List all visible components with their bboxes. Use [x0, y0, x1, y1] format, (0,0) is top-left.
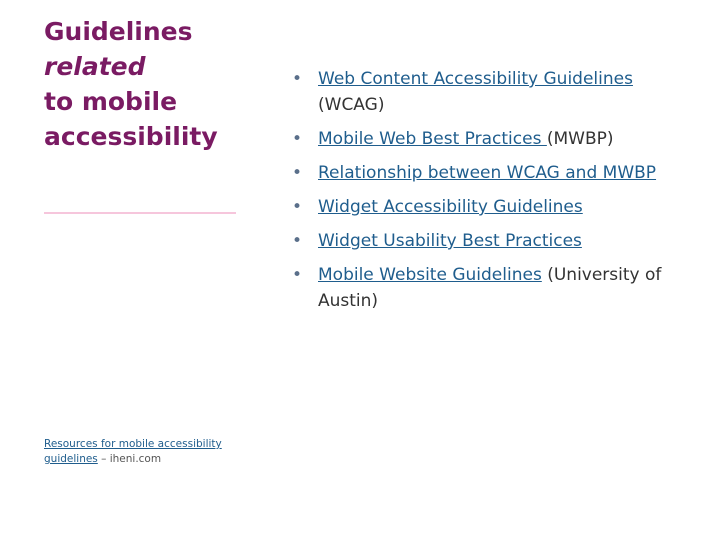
wcag-mwbp-relationship-link[interactable]: Relationship between WCAG and MWBP [318, 163, 657, 183]
mobile-website-suffix: (University of Austin) [318, 265, 662, 311]
footer-note [44, 437, 244, 467]
list-item [292, 66, 702, 118]
title-line-1: Guidelines [44, 17, 193, 46]
guidelines-list [292, 66, 702, 322]
list-item [292, 262, 702, 314]
mwbp-link[interactable]: Mobile Web Best Practices [318, 129, 547, 149]
title-line-3: to mobile [44, 87, 178, 116]
resources-link[interactable]: Resources for mobile accessibility guidelines [44, 438, 222, 465]
list-item [292, 194, 702, 220]
mobile-website-guidelines-link[interactable]: Mobile Website Guidelines [318, 265, 542, 285]
bullet-icon: • [292, 265, 303, 285]
widget-accessibility-link[interactable]: Widget Accessibility Guidelines [318, 197, 583, 217]
bullet-icon: • [292, 197, 303, 217]
bullet-icon: • [292, 163, 303, 183]
footer-suffix: – iheni.com [97, 453, 162, 465]
bullet-icon: • [292, 69, 303, 89]
title-divider [44, 212, 236, 214]
list-item [292, 228, 702, 254]
bullet-icon: • [292, 231, 303, 251]
slide-title [44, 14, 244, 154]
title-line-4: accessibility [44, 122, 218, 151]
list-item [292, 160, 702, 186]
list-item [292, 126, 702, 152]
widget-usability-link[interactable]: Widget Usability Best Practices [318, 231, 582, 251]
wcag-suffix: (WCAG) [318, 95, 385, 115]
wcag-link[interactable]: Web Content Accessibility Guidelines [318, 69, 633, 89]
title-line-2: related [44, 52, 146, 81]
bullet-icon: • [292, 129, 303, 149]
mwbp-suffix: (MWBP) [546, 129, 614, 149]
